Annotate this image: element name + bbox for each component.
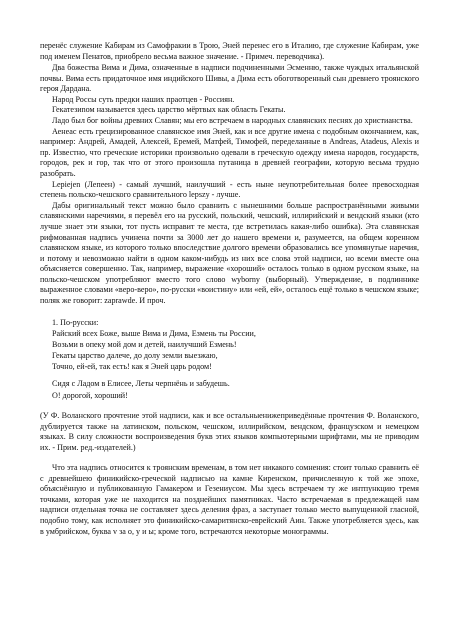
notes-block: [40, 63, 419, 307]
intro-paragraph: [40, 41, 419, 62]
paragraph: Lepiejen (Лепеен) - самый лучший, наилучший - есть ныне неупотребительная более превосходная степень польско-чешского сравнительного lepszy - лучше.: [40, 179, 419, 200]
paragraph: Народ Россы суть предки наших праотцев - Россиян.: [52, 94, 235, 104]
paragraph: Гекатезиnом называется здесь царство мёртвых как область Гекаты.: [52, 105, 286, 115]
russian-translation-poem: [52, 317, 256, 401]
paragraph: Дабы оригинальный текст можно было сравнить с нынешними больше распространёнными живыми славянскими наречиями, я перевёл его на русский, польский, чешский, иллирийский и вендский языки (кто лучше знает эти языки, тот пусть исправит те места, где встретилась какая-либо ошибка). Эта славянская рифмованная надпись учинена почти за 3000 лет до нашего времени и, разумеется, на общем коренном славянском языке, из которого только впоследствие долгого времени образовались все упомянутые наречия, и потому и невозможно найти в одном каком-нибудь из них все слова этой надписи, но всеми вместе она объясняется совершенно. Так, например, выражение «хороший» осталось только в одном русском языке, на польско-чешском употребляют вместо того слово wyborny (выборный). Утверждение, в подлиннике выраженное словами «веро-веро», по-русски «воистину» или «ей, ей», осталось ещё только в чешском языке; поляк же говорит: zaprawde. И проч.: [40, 200, 419, 306]
closing-paragraph: [40, 463, 419, 537]
poem-line: Возьми в опеку мой дом и детей, наилучший Езмень!: [52, 340, 237, 350]
poem-line: Сидя с Ладом в Елисее, Леты черпнёнь и забудешь.: [52, 379, 230, 389]
poem-line: О! дорогой, хороший!: [52, 390, 128, 400]
poem-line: Точно, ей-ей, так есть! как я Эней царь родом!: [52, 362, 212, 372]
poem-heading: 1. По-русски:: [52, 318, 99, 327]
paragraph-intro: перенёс служение Кабирам из Самофракии в Трою, Эней перенес его в Италию, где служение Кабирам, уже под именем Пенатов, приобрело весьма важное значение. - Примеч. переводчика).: [40, 41, 419, 61]
poem-line: Гекаты царство далече, до долу земли выезжаю,: [52, 351, 218, 361]
paragraph: Аенеас есть грецизированное славянское имя Эней, как и все другие имена с подобным окончанием, как, например: Андрей, Амадей, Алексей, Еремей, Матфей, Тимофей, переделанные в Andreas, Atadeus, Alexis и пр. Известно, что греческие историки произвольно одевали в греческую одежду имена народов, государств, городов, рек и гор, так что от этого произошла путаница в древней географии, которую весьма трудно разобрать.: [40, 126, 419, 178]
paragraph: Два божества Вима и Дима, означенные в надписи подчиненными Эсменню, также чуждых итальянской почвы. Вима есть придаточное имя индийского Шивы, а Дима есть обоготворенный сын древнего троянского героя Дардана.: [40, 63, 419, 94]
paragraph-note: (У Ф. Воланского прочтение этой надписи, как и все остальныенижеприведённые прочтения Ф. Воланского, дублируется также на латинском, польском, чешском, иллирийском, вендском, французском и немецком языках. В силу сложности воспроизведения букв этих языков компьютерными шрифтами, мы не приводим их. - Прим. ред.-издателей.): [40, 411, 419, 452]
paragraph-closing: Что эта надпись относится к троянским временам, в том нет никакого сомнения: стоит только сравнить её с древнейшею финикийско-греческой надписью на камне Киренском, причисленную к той же эпохе, объяснённую и публикованную Гамакером и Гезениусом. Мы здесь встречаем ту же интпункцию тремя точками, которая уже не находится на позднейших памятниках. Часто встречаемая в предлежащей нам надписи отдельная точка не составляет здесь деления фраз, а заступает только место выпущенной гласной, подобно тому, как исполняет это финикийско-самаритянско-еврейский Аин. Также употребляется здесь, как в умбрийском, буква v за о, у и ы; кроме того, встречаются некоторые монограммы.: [40, 463, 419, 536]
paragraph: Ладо был бог войны древних Славян; мы его встречаем в народных славянских песнях до христианства.: [52, 115, 413, 125]
poem-line: Райский всех Боже, выше Вима и Дима, Езмень ты России,: [52, 329, 256, 339]
editor-note: [40, 411, 419, 453]
